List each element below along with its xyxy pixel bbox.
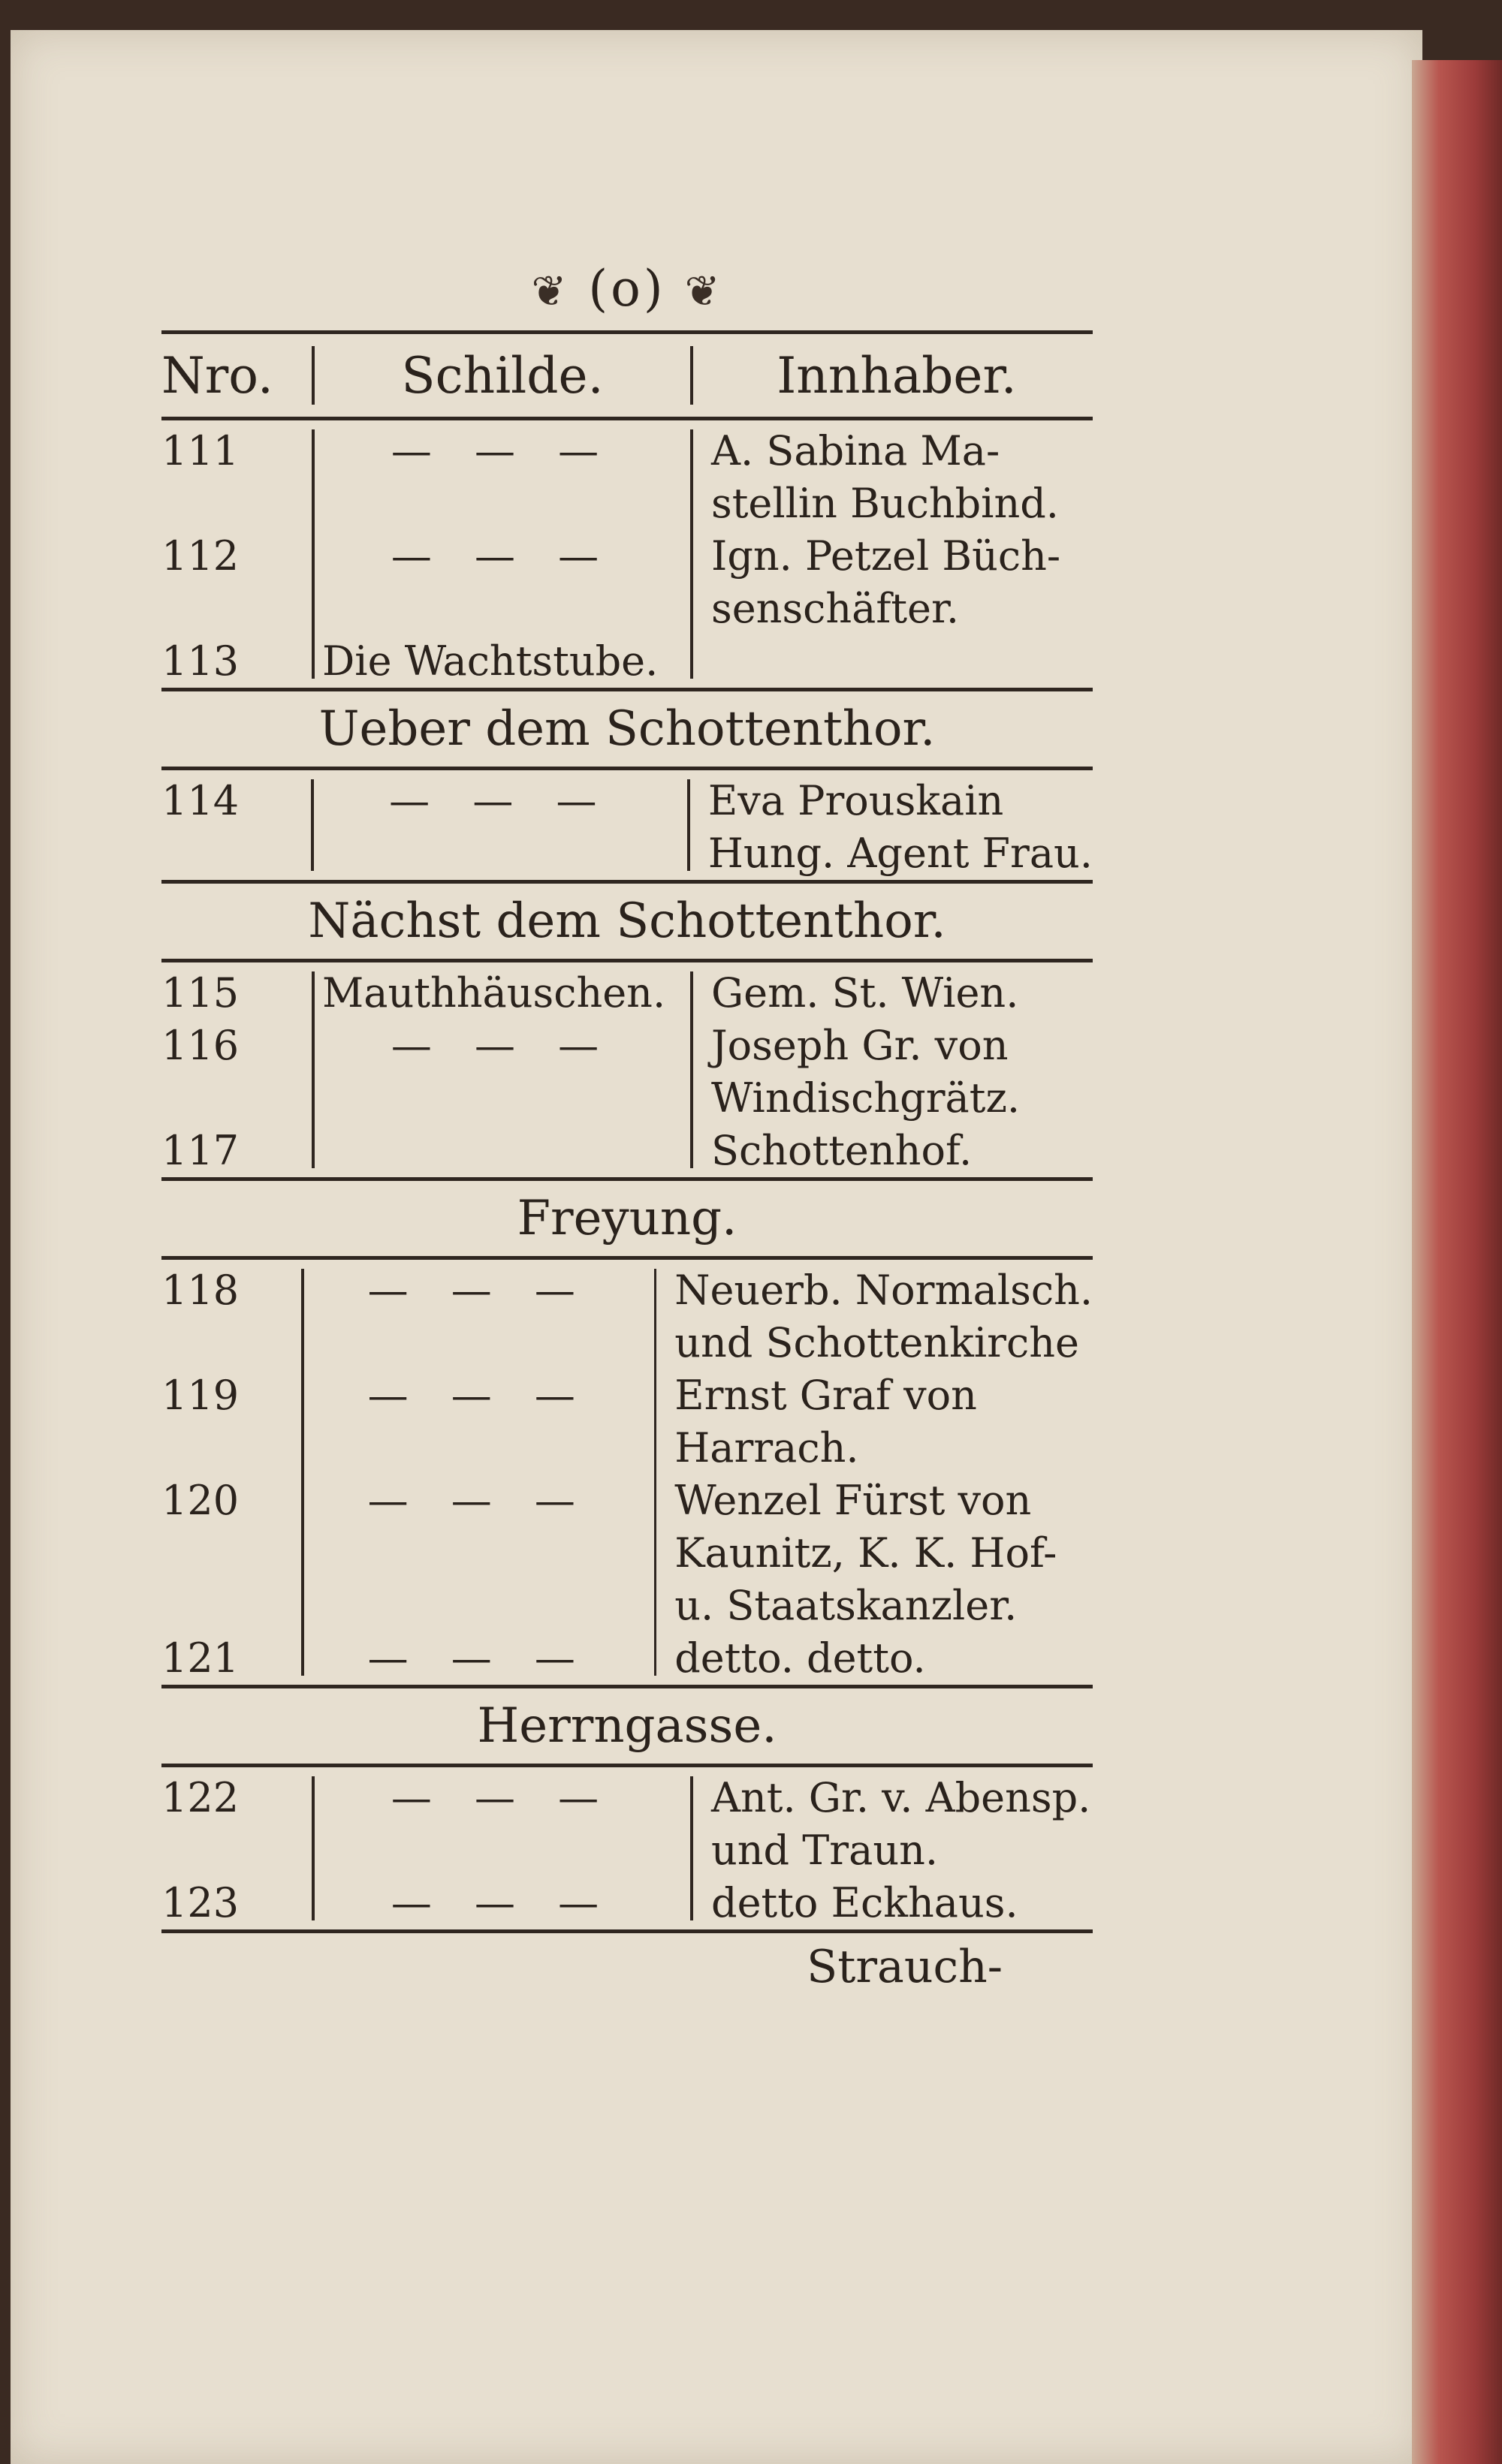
entry-inhaber: senschäfter. <box>711 585 960 632</box>
entry-schild: — — — <box>389 777 612 824</box>
entry-inhaber: Harrach. <box>674 1424 859 1471</box>
entry-inhaber: A. Sabina Ma- <box>711 427 1000 474</box>
entry-number: 120 <box>161 1477 240 1524</box>
column-separator <box>301 1269 304 1676</box>
section-entries <box>161 1767 1093 1929</box>
column-inhaber <box>664 1260 1093 1685</box>
sections <box>161 420 1093 1933</box>
entry-inhaber: Eva Prouskain <box>707 777 1004 824</box>
page-header <box>161 248 1093 330</box>
entry-number: 114 <box>161 777 240 824</box>
column-schild <box>322 1767 683 1929</box>
catchword: Strauch- <box>807 1941 1003 1993</box>
entry-inhaber: Wenzel Fürst von <box>674 1477 1032 1524</box>
entry-inhaber: Ant. Gr. v. Abensp. <box>711 1774 1091 1821</box>
page-edge-red <box>1412 60 1502 2464</box>
column-separator <box>690 971 693 1168</box>
entry-number: 117 <box>161 1127 240 1174</box>
entry-inhaber: detto Eckhaus. <box>711 1879 1018 1926</box>
entry-schild <box>321 827 680 880</box>
entry-schild: — — — <box>391 532 614 580</box>
column-separator <box>312 346 315 405</box>
column-inhaber <box>701 1767 1093 1929</box>
entry-number <box>161 1527 294 1580</box>
column-nro <box>161 1767 304 1929</box>
entry-inhaber: und Schottenkirche <box>674 1319 1079 1366</box>
entry-schild: — — — <box>367 1267 590 1314</box>
entry-number: 113 <box>161 637 240 685</box>
entry-schild <box>312 1317 646 1369</box>
entry-inhaber: Hung. Agent Frau. <box>707 830 1093 877</box>
entry-inhaber: Windischgrätz. <box>711 1074 1021 1122</box>
entry-number: 111 <box>161 427 240 474</box>
section-title: Ueber dem Schottenthor. <box>318 701 936 757</box>
entry-inhaber: Schottenhof. <box>711 1127 973 1174</box>
entry-number <box>161 1072 304 1125</box>
entry-number: 119 <box>161 1372 240 1419</box>
page-number: (o) <box>588 260 666 318</box>
entry-inhaber: Kaunitz, K. K. Hof- <box>674 1529 1057 1577</box>
column-nro <box>161 1260 294 1685</box>
column-nro <box>161 420 304 688</box>
column-schild <box>312 1260 646 1685</box>
entry-inhaber: u. Staatskanzler. <box>674 1582 1018 1629</box>
entry-number: 116 <box>161 1022 240 1069</box>
column-header-nro: Nro. <box>161 346 273 405</box>
entry-inhaber: und Traun. <box>711 1827 939 1874</box>
column-separator <box>312 1776 315 1920</box>
section-title: Freyung. <box>517 1191 737 1246</box>
entry-number <box>161 583 304 635</box>
entry-schild <box>312 1422 646 1474</box>
column-inhaber <box>701 962 1093 1177</box>
section-title: Herrngasse. <box>477 1698 777 1754</box>
column-separator <box>311 779 314 871</box>
page-content <box>161 248 1093 2001</box>
entry-number: 121 <box>161 1634 240 1682</box>
entry-number <box>161 827 303 880</box>
entry-number <box>161 477 304 530</box>
entry-number: 118 <box>161 1267 240 1314</box>
entry-schild: — — — <box>391 1774 614 1821</box>
column-header-inhaber: Innhaber. <box>777 346 1017 405</box>
entry-number <box>161 1317 294 1369</box>
column-nro <box>161 770 303 880</box>
entry-schild: Die Wachtstube. <box>322 637 659 685</box>
section-entries <box>161 770 1093 880</box>
column-schild <box>322 420 683 688</box>
entry-inhaber: Gem. St. Wien. <box>711 969 1019 1017</box>
column-separator <box>687 779 690 871</box>
column-nro <box>161 962 304 1177</box>
section-entries <box>161 1260 1093 1685</box>
column-separator <box>654 1269 657 1676</box>
ornament-left-icon: ❦ <box>531 267 570 316</box>
entry-schild: Mauthhäuschen. <box>322 969 666 1017</box>
entry-schild: — — — <box>391 427 614 474</box>
entry-schild: — — — <box>391 1879 614 1926</box>
column-schild <box>321 770 680 880</box>
entry-schild <box>322 1072 683 1125</box>
entry-number <box>161 1422 294 1474</box>
entry-inhaber: Ernst Graf von <box>674 1372 977 1419</box>
entry-schild: — — — <box>367 1372 590 1419</box>
column-separator <box>312 971 315 1168</box>
entry-number: 123 <box>161 1879 240 1926</box>
ornament-right-icon: ❦ <box>684 267 723 316</box>
column-separator <box>690 346 693 405</box>
entry-inhaber: Neuerb. Normalsch. <box>674 1267 1093 1314</box>
column-header-schild: Schilde. <box>401 346 604 405</box>
entry-schild: — — — <box>391 1022 614 1069</box>
column-separator <box>690 429 693 679</box>
entry-inhaber: Ign. Petzel Büch- <box>711 532 1061 580</box>
column-headers <box>161 334 1093 417</box>
entry-schild <box>322 1125 683 1177</box>
entry-schild <box>322 477 683 530</box>
column-schild <box>322 962 683 1177</box>
entry-number: 122 <box>161 1774 240 1821</box>
entry-inhaber: Joseph Gr. von <box>711 1022 1009 1069</box>
column-inhaber <box>698 770 1093 880</box>
entry-inhaber: stellin Buchbind. <box>711 480 1059 527</box>
entry-inhaber <box>711 635 1093 688</box>
entry-number <box>161 1580 294 1632</box>
column-separator <box>312 429 315 679</box>
entry-schild <box>312 1527 646 1580</box>
section-title: Nächst dem Schottenthor. <box>308 893 946 949</box>
column-separator <box>690 1776 693 1920</box>
section-entries <box>161 420 1093 688</box>
entry-schild: — — — <box>367 1634 590 1682</box>
entry-schild <box>322 1824 683 1877</box>
entry-schild <box>312 1580 646 1632</box>
entry-number: 115 <box>161 969 240 1017</box>
entry-schild: — — — <box>367 1477 590 1524</box>
entry-inhaber: detto. detto. <box>674 1634 926 1682</box>
entry-schild <box>322 583 683 635</box>
section-entries <box>161 962 1093 1177</box>
book-edge-top <box>0 0 1502 30</box>
column-inhaber <box>701 420 1093 688</box>
entry-number: 112 <box>161 532 240 580</box>
entry-number <box>161 1824 304 1877</box>
